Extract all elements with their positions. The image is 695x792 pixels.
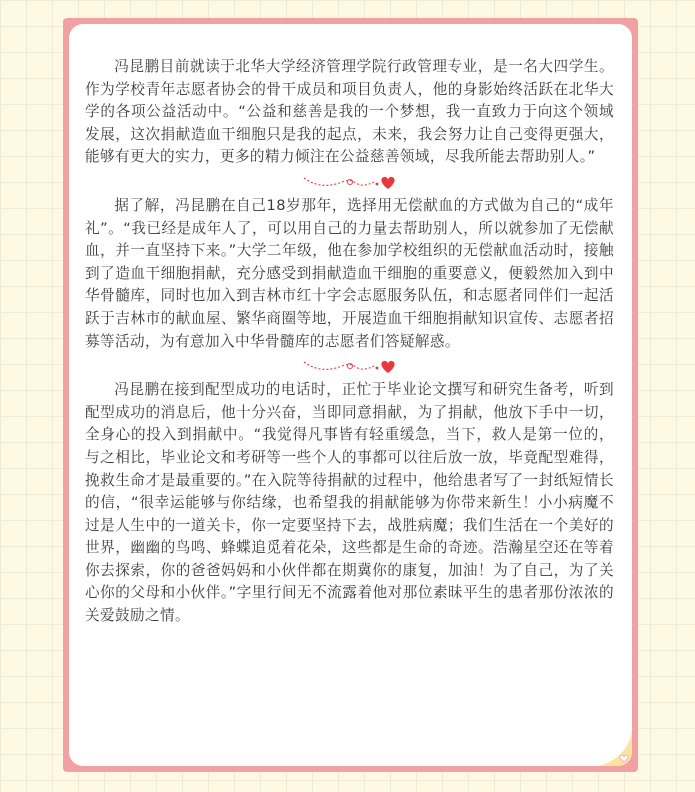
article-paragraph-1: 冯昆鹏目前就读于北华大学经济管理学院行政管理专业，是一名大四学生。作为学校青年志愿者协会的骨干成员和项目负责人，他的身影始终活跃在北华大学的各项公益活动中。“公益和慈善是我的一个梦想，我一直致力于向这个领域发展，这次捐献造血干细胞只是我的起点，未来，我会努力让自己变得更强大，能够有更大的实力，更多的精力倾注在公益慈善领域，尽我所能去帮助别人。” <box>85 58 614 166</box>
section-divider <box>85 169 614 195</box>
section-divider <box>85 353 614 379</box>
page-corner-heart-icon <box>598 732 632 766</box>
dotted-line-heart-icon <box>302 173 398 191</box>
article-paragraph-3: 冯昆鹏在接到配型成功的电话时，正忙于毕业论文撰写和研究生备考，听到配型成功的消息后，他十分兴奋，当即同意捐献，为了捐献，他放下手中一切，全身心的投入到捐献中。“我觉得凡事皆有轻重缓急，当下，救人是第一位的，与之相比，毕业论文和考研等一些个人的事都可以往后放一放，毕竟配型难得，挽救生命才是最重要的。”在入院等待捐献的过程中，他给患者写了一封纸短情长的信，“很幸运能够与你结缘，也希望我的捐献能够为你带来新生！小小病魔不过是人生中的一道关卡，你一定要坚持下去，战胜病魔；我们生活在一个美好的世界，幽幽的鸟鸣、蜂蝶追觅着花朵，这些都是生命的奇迹。浩瀚星空还在等着你去探索，你的爸爸妈妈和小伙伴都在期冀你的康复，加油！为了自己，为了关心你的父母和小伙伴。”字里行间无不流露着他对那位素昧平生的患者那份浓浓的关爱鼓励之情。 <box>85 381 614 625</box>
article-body <box>69 24 632 766</box>
article-card <box>63 18 638 772</box>
dotted-line-heart-icon <box>302 357 398 375</box>
article-paragraph-2: 据了解，冯昆鹏在自己18岁那年，选择用无偿献血的方式做为自己的“成年礼”。“我已经是成年人了，可以用自己的力量去帮助别人，所以就参加了无偿献血，并一直坚持下来。”大学二年级，他在参加学校组织的无偿献血活动时，接触到了造血干细胞捐献，充分感受到捐献造血干细胞的重要意义，便毅然加入到中华骨髓库，同时也加入到吉林市红十字会志愿服务队伍，和志愿者同伴们一起活跃于吉林市的献血屋、繁华商圈等地，开展造血干细胞捐献知识宣传、志愿者招募等活动，为有意加入中华骨髓库的志愿者们答疑解惑。 <box>85 196 614 350</box>
